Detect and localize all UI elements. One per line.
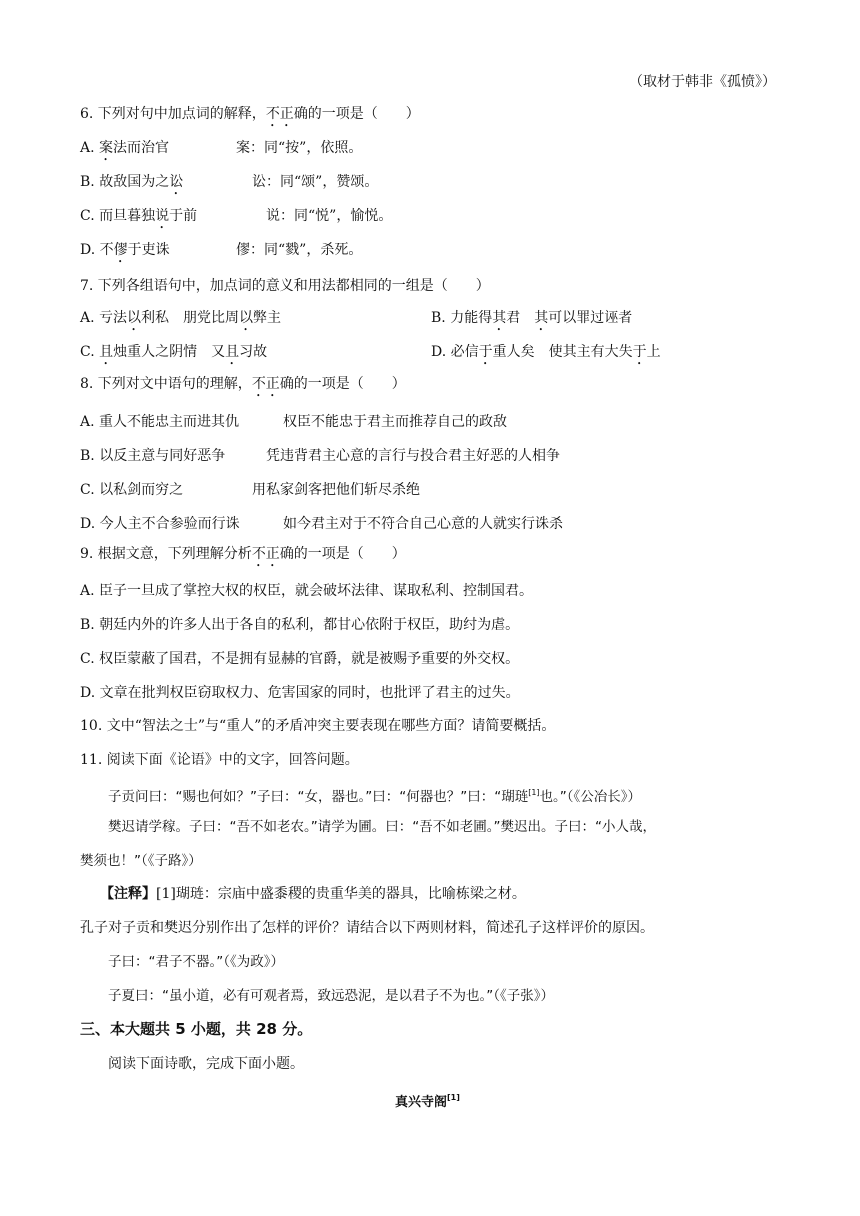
option-text: A. 亏法 [80, 310, 128, 326]
dotted-word: 其 [534, 310, 549, 326]
dotted-word: 且 [225, 344, 240, 360]
dotted-word: 僇 [113, 242, 128, 258]
question-8-stem [80, 374, 406, 400]
q6-stem-emphasis: 不正 [265, 106, 294, 122]
q8-option-d: D. 今人主不合参验而行诛 [80, 516, 240, 532]
q7-option-a [80, 308, 281, 334]
q8-option-a-explanation: 权臣不能忠于君主而推荐自己的政敌 [283, 414, 507, 430]
option-text: 弊主 [253, 310, 282, 326]
question-11-stem: 11. 阅读下面《论语》中的文字，回答问题。 [80, 752, 359, 768]
option-text: 重人矣 使其主有大失 [492, 344, 633, 360]
poem-title-text: 真兴寺阁 [395, 1095, 448, 1110]
section-3-heading: 三、本大题共 5 小题，共 28 分。 [80, 1020, 313, 1038]
question-6-stem [80, 104, 420, 130]
q7-option-c [80, 342, 267, 368]
annotation-label: 【注释】 [100, 886, 156, 902]
footnote-marker: [1] [528, 788, 540, 797]
passage-text: 子贡问曰：“赐也何如？”子曰：“女，器也。”曰：“何器也？”曰：“瑚琏 [108, 789, 529, 805]
q8-option-b: B. 以反主意与同好恶争 [80, 448, 226, 464]
dotted-word: 以 [127, 310, 142, 326]
option-text: B. 力能得 [431, 310, 493, 326]
option-text: 利私 朋党比周 [141, 310, 240, 326]
q6-option-c-explanation: 说：同“悦”，愉悦。 [266, 208, 393, 224]
q7-option-b [431, 308, 632, 334]
q8-stem-part: 确的一项是（ ） [279, 376, 406, 392]
dotted-word: 说 [155, 208, 170, 224]
dotted-word: 其 [492, 310, 507, 326]
option-text: B. 故敌国为之 [80, 174, 170, 190]
q8-option-a: A. 重人不能忠主而进其仇 [80, 414, 240, 430]
q8-stem-emphasis: 不正 [251, 376, 280, 392]
question-9-stem [80, 544, 406, 570]
question-10: 10. 文中“智法之士”与“重人”的矛盾冲突主要表现在哪些方面？请简要概括。 [80, 718, 556, 734]
option-text: 可以罪过诬者 [548, 310, 633, 326]
annotation-text: [1]瑚琏：宗庙中盛黍稷的贵重华美的器具，比喻栋梁之材。 [156, 886, 526, 902]
q9-stem-part: 确的一项是（ ） [279, 546, 406, 562]
q9-stem-part: 9. 根据文意，下列理解分析 [80, 546, 252, 562]
option-text: 上 [646, 344, 661, 360]
dotted-word: 于 [478, 344, 493, 360]
q6-option-d-explanation: 僇：同“戮”，杀死。 [236, 242, 363, 258]
q6-option-a [80, 138, 169, 164]
q6-option-a-explanation: 案：同“按”，依照。 [236, 140, 363, 156]
q11-material-1: 子曰：“君子不器。”（《为政》） [108, 954, 284, 970]
q8-stem-part: 8. 下列对文中语句的理解， [80, 376, 252, 392]
q6-stem-part: 确的一项是（ ） [293, 106, 420, 122]
dotted-word: 讼 [169, 174, 184, 190]
question-7-stem: 7. 下列各组语句中，加点词的意义和用法都相同的一组是（ ） [80, 278, 490, 294]
q11-annotation [100, 884, 526, 904]
option-text: D. 不 [80, 242, 114, 258]
q6-stem-part: 6. 下列对句中加点词的解释， [80, 106, 266, 122]
q11-passage-2-line-1: 樊迟请学稼。子曰：“吾不如老农。”请学为圃。曰：“吾不如老圃。”樊迟出。子曰：“小人哉， [108, 819, 656, 835]
q9-stem-emphasis: 不正 [251, 546, 280, 562]
q11-question: 孔子对子贡和樊迟分别作出了怎样的评价？请结合以下两则材料，简述孔子这样评价的原因。 [80, 920, 654, 936]
q11-passage-1 [108, 783, 641, 807]
q7-option-d [431, 342, 661, 368]
dotted-word: 于 [632, 344, 647, 360]
q8-option-b-explanation: 凭违背君主心意的言行与投合君主好恶的人相争 [266, 448, 560, 464]
q8-option-c: C. 以私剑而穷之 [80, 482, 184, 498]
option-text: 君 [506, 310, 535, 326]
q9-option-a: A. 臣子一旦成了掌控大权的权臣，就会破坏法律、谋取私利、控制国君。 [80, 583, 534, 599]
dotted-word: 案 [99, 140, 114, 156]
q6-option-c [80, 206, 197, 232]
poem-title [395, 1088, 460, 1113]
option-text: 法而治官 [113, 140, 170, 156]
q8-option-d-explanation: 如今君主对于不符合自己心意的人就实行诛杀 [283, 516, 563, 532]
footnote-marker: [1] [447, 1093, 460, 1102]
dotted-word: 以 [239, 310, 254, 326]
q9-option-d: D. 文章在批判权臣窃取权力、危害国家的同时，也批评了君主的过失。 [80, 685, 520, 701]
option-prefix: A. [80, 140, 100, 156]
option-text: C. [80, 344, 100, 360]
option-text: C. 而旦暮独 [80, 208, 156, 224]
source-citation: （取材于韩非《孤愤》） [629, 74, 776, 90]
q6-option-b-explanation: 讼：同“颂”，赞颂。 [252, 174, 379, 190]
option-text: 烛重人之阴情 又 [113, 344, 226, 360]
poem-instructions: 阅读下面诗歌，完成下面小题。 [108, 1056, 304, 1072]
option-text: 于前 [169, 208, 198, 224]
option-text: D. 必信 [431, 344, 479, 360]
dotted-word: 且 [99, 344, 114, 360]
option-text: 习故 [239, 344, 268, 360]
q9-option-c: C. 权臣蒙蔽了国君，不是拥有显赫的官爵，就是被赐予重要的外交权。 [80, 651, 520, 667]
q9-option-b: B. 朝廷内外的许多人出于各自的私利，都甘心依附于权臣，助纣为虐。 [80, 617, 520, 633]
q6-option-d [80, 240, 170, 266]
q11-passage-2-line-2: 樊须也！”（《子路》） [80, 853, 202, 869]
q8-option-c-explanation: 用私家剑客把他们斩尽杀绝 [252, 482, 420, 498]
passage-text: 也。”（《公冶长》） [539, 789, 642, 805]
option-text: 于吏诛 [127, 242, 170, 258]
q11-material-2: 子夏曰：“虽小道，必有可观者焉，致远恐泥，是以君子不为也。”（《子张》） [108, 988, 554, 1004]
q6-option-b [80, 172, 183, 198]
